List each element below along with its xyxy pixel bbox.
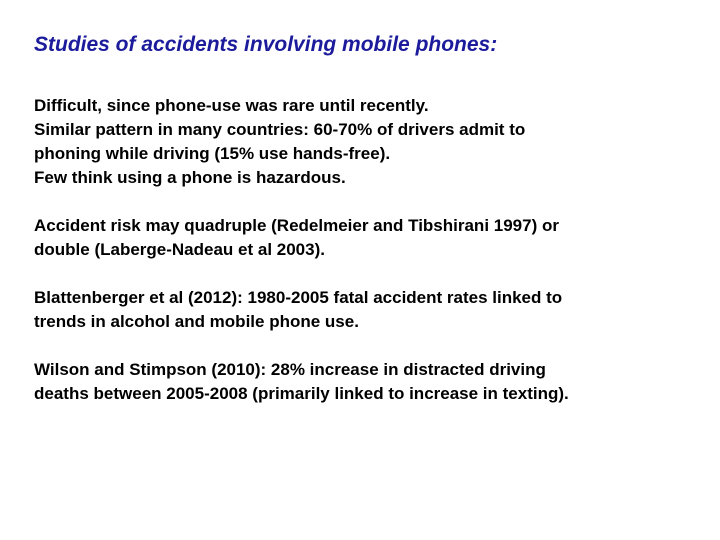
paragraph-wilson-stimpson <box>34 358 710 406</box>
text-line: deaths between 2005-2008 (primarily linked to increase in texting). <box>34 384 569 403</box>
text-line: double (Laberge-Nadeau et al 2003). <box>34 240 325 259</box>
paragraph-accident-risk <box>34 214 710 262</box>
text-line: Difficult, since phone-use was rare until recently. <box>34 96 429 115</box>
paragraph-phone-use-prevalence <box>34 94 710 190</box>
text-line: Wilson and Stimpson (2010): 28% increase in distracted driving <box>34 360 546 379</box>
slide-body <box>34 94 710 430</box>
text-line: Similar pattern in many countries: 60-70% of drivers admit to <box>34 120 526 139</box>
paragraph-blattenberger <box>34 286 710 334</box>
text-line: Few think using a phone is hazardous. <box>34 168 346 187</box>
text-line: Blattenberger et al (2012): 1980-2005 fatal accident rates linked to <box>34 288 563 307</box>
text-line: trends in alcohol and mobile phone use. <box>34 312 359 331</box>
slide-title: Studies of accidents involving mobile phones: <box>34 33 498 56</box>
text-line: Accident risk may quadruple (Redelmeier and Tibshirani 1997) or <box>34 216 559 235</box>
text-line: phoning while driving (15% use hands-free). <box>34 144 391 163</box>
